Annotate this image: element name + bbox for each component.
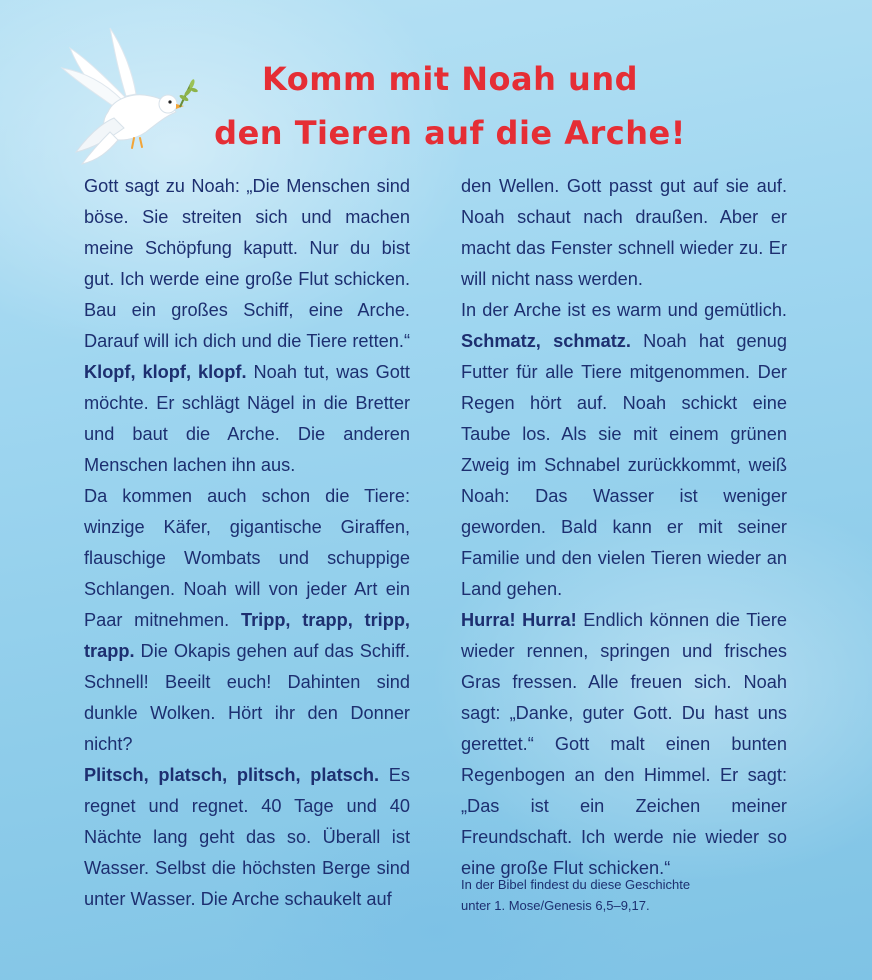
sound-word: Plitsch, platsch, plitsch, platsch. [84,765,380,785]
story-paragraph [461,295,787,605]
sound-word: Hurra! Hurra! [461,610,577,630]
bible-reference-line-2: unter 1. Mose/Genesis 6,5–9,17. [461,898,650,913]
story-text: Die Okapis gehen auf das Schiff. Schnell! Beeilt euch! Dahinten sind dunkle Wolken. Hört ihr den Donner nicht? [84,641,410,754]
story-text: Endlich können die Tiere wieder rennen, springen und frisches Gras fressen. Alle freuen sich. Noah sagt: „Danke, guter Gott. Du hast uns gerettet.“ Gott malt einen bunten Regenbogen an den Himmel. Er sagt: „Das ist ein Zeichen meiner Freundschaft. Ich werde nie wieder so eine große Flut schicken.“ [461,610,787,878]
story-paragraph [84,481,410,760]
sound-word: Klopf, klopf, klopf. [84,362,247,382]
bible-reference-note [461,874,791,916]
story-text: Da kommen auch schon die Tiere: winzige Käfer, gigantische Giraffen, flauschige Wombats und schuppige Schlangen. Noah will von jeder Art ein Paar mitnehmen. [84,486,410,630]
sound-word: Tripp, trapp, tripp, trapp. [84,610,410,661]
story-paragraph [461,171,787,295]
story-text: Es regnet und regnet. 40 Tage und 40 Nächte lang geht das so. Überall ist Wasser. Selbst die höchsten Berge sind unter Wasser. Die Arche schaukelt auf [84,765,410,909]
story-text: Noah hat genug Futter für alle Tiere mitgenommen. Der Regen hört auf. Noah schickt eine Taube los. Als sie mit einem grünen Zweig im Schnabel zurückkommt, weiß Noah: Das Wasser ist weniger geworden. Bald kann er mit seiner Familie und den vielen Tieren wieder an Land gehen. [461,331,787,599]
story-text: den Wellen. Gott passt gut auf sie auf. Noah schaut nach draußen. Aber er macht das Fenster schnell wieder zu. Er will nicht nass werden. [461,176,787,289]
story-paragraph [461,605,787,884]
story-paragraph [84,171,410,481]
story-text: In der Arche ist es warm und gemütlich. [461,300,787,320]
story-text: Noah tut, was Gott möchte. Er schlägt Nägel in die Bretter und baut die Arche. Die anderen Menschen lachen ihn aus. [84,362,410,475]
title-line-2: den Tieren auf die Arche! [214,114,686,152]
page-title [150,52,750,160]
bible-reference-line-1: In der Bibel findest du diese Geschichte [461,877,691,892]
sound-word: Schmatz, schmatz. [461,331,631,351]
story-column-left [84,171,410,915]
story-paragraph [84,760,410,915]
title-line-1: Komm mit Noah und [261,60,639,98]
story-column-right [461,171,787,884]
story-text: Gott sagt zu Noah: „Die Menschen sind böse. Sie streiten sich und machen meine Schöpfung kaputt. Nur du bist gut. Ich werde eine große Flut schicken. Bau ein großes Schiff, eine Arche. Darauf will ich dich und die Tiere retten.“ [84,176,410,351]
